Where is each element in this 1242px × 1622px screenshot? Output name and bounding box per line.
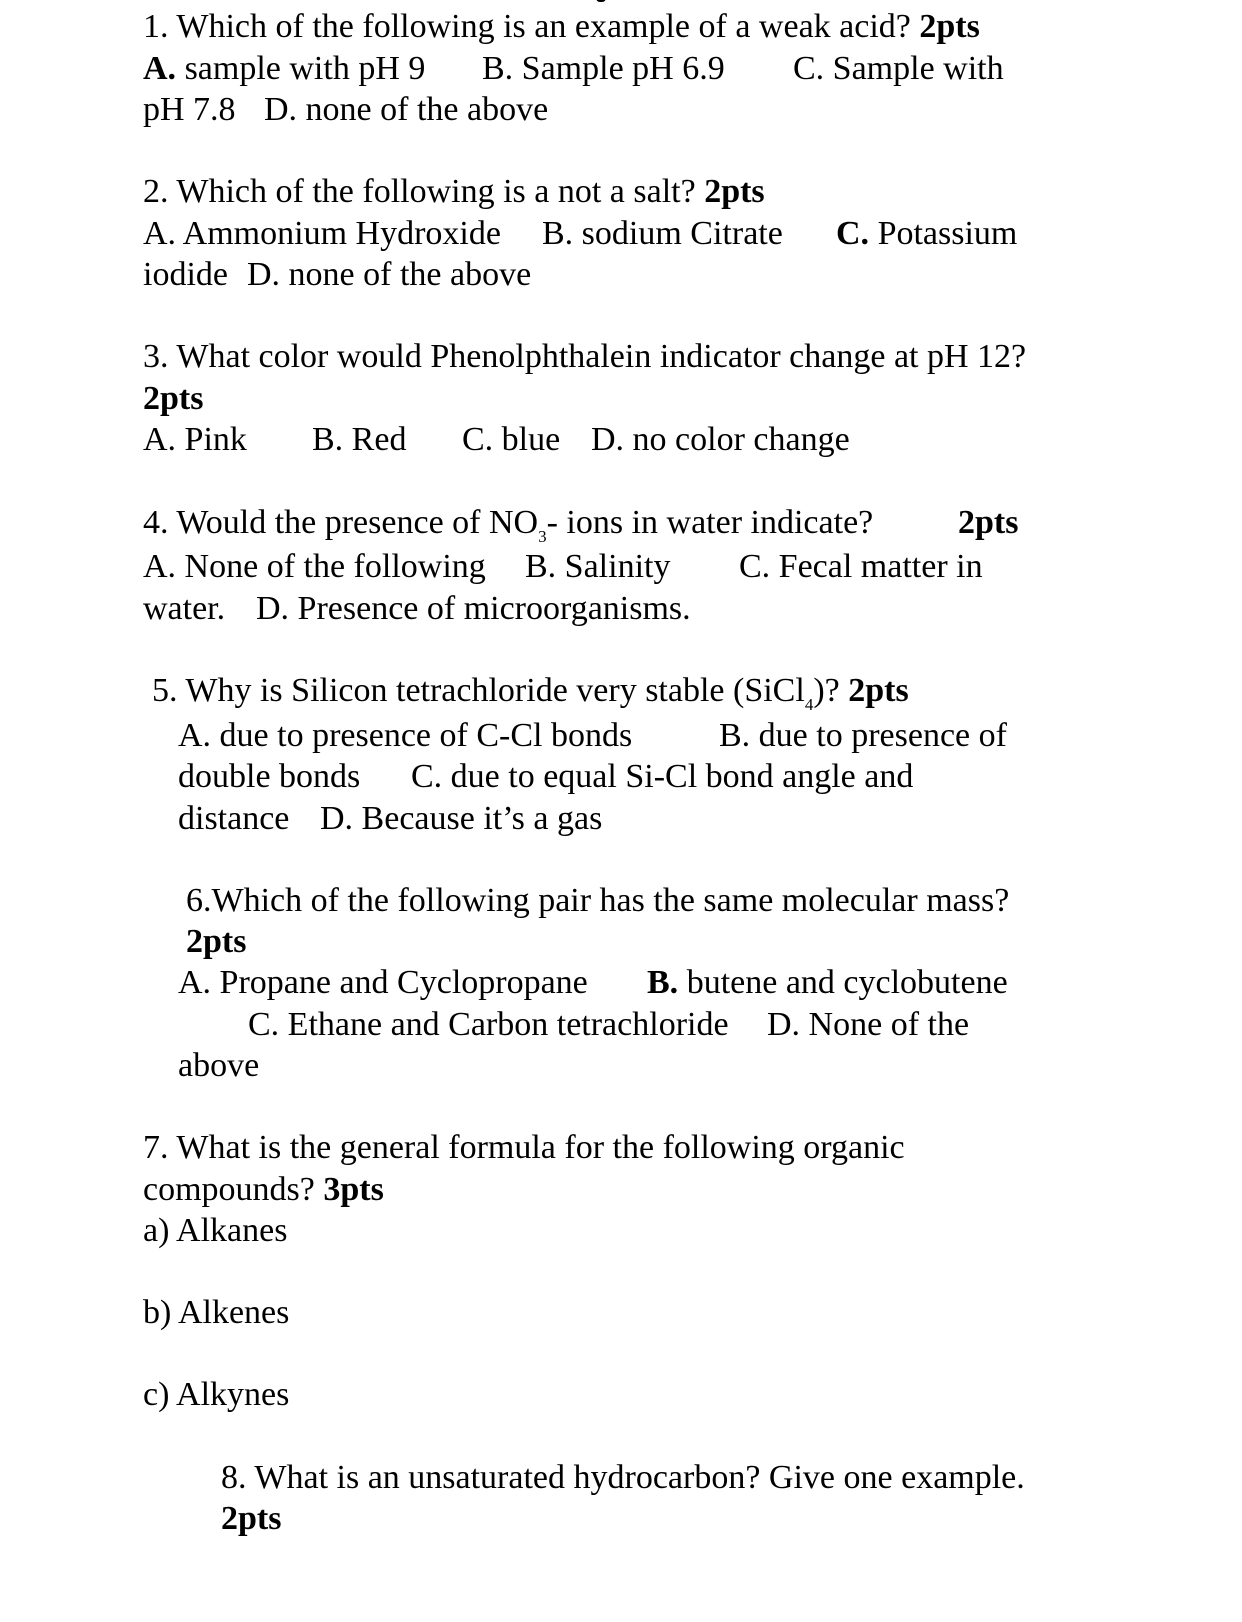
- prompt-text: compounds?: [143, 1171, 315, 1208]
- question-6-option-c: C. Ethane and Carbon tetrachloride: [248, 1006, 729, 1043]
- cropped-text-fragment: [596, 0, 606, 2]
- question-7-part-a: a) Alkanes: [143, 1212, 288, 1249]
- question-5-option-b-cont: double bonds: [178, 758, 361, 795]
- question-7-part-c: c) Alkynes: [143, 1376, 290, 1413]
- option-label: A.: [143, 50, 177, 87]
- question-5-prompt: [152, 670, 909, 712]
- prompt-text: - ions in water indicate?: [546, 504, 874, 541]
- question-2-prompt: 2. Which of the following is a not a salt?: [143, 173, 696, 210]
- question-1-option-d: D. none of the above: [264, 91, 549, 128]
- subscript: 4: [804, 695, 814, 714]
- option-text: butene and cyclobutene: [686, 964, 1008, 1001]
- question-8-prompt: 8. What is an unsaturated hydrocarbon? Give one example.: [221, 1459, 1025, 1496]
- question-4-points: 2pts: [958, 504, 1019, 541]
- question-3-option-d: D. no color change: [591, 421, 850, 458]
- question-4-option-d: D. Presence of microorganisms.: [256, 590, 691, 627]
- question-7-part-b: b) Alkenes: [143, 1294, 290, 1331]
- question-2-option-c: [836, 213, 1017, 255]
- option-label: B.: [647, 964, 679, 1001]
- question-8-points: 2pts: [221, 1500, 282, 1537]
- question-3-points: 2pts: [143, 380, 204, 417]
- question-4-option-c: C. Fecal matter in: [739, 548, 983, 585]
- question-5-option-c: C. due to equal Si-Cl bond angle and: [411, 758, 914, 795]
- prompt-text: 5. Why is Silicon tetrachloride very stable (SiCl: [152, 672, 805, 709]
- option-label: C.: [836, 215, 870, 252]
- question-6-option-d-cont: above: [178, 1047, 260, 1084]
- question-1-option-c: C. Sample with: [793, 50, 1004, 87]
- subscript: 3: [538, 527, 547, 546]
- question-6-prompt: 6.Which of the following pair has the same molecular mass?: [186, 882, 1010, 919]
- option-text: sample with pH 9: [184, 50, 426, 87]
- question-3-prompt: 3. What color would Phenolphthalein indicator change at pH 12?: [143, 338, 1027, 375]
- question-1-prompt-line: [143, 6, 980, 48]
- question-2-option-b: B. sodium Citrate: [542, 215, 783, 252]
- question-2-option-c-cont: iodide: [143, 256, 228, 293]
- question-7-prompt-cont: [143, 1169, 384, 1211]
- question-1-points: 2pts: [919, 8, 980, 45]
- question-2-option-a: A. Ammonium Hydroxide: [143, 215, 501, 252]
- question-6-option-b: [647, 962, 1008, 1004]
- question-1-option-c-cont: pH 7.8: [143, 91, 236, 128]
- question-6-points: 2pts: [186, 923, 247, 960]
- question-4-option-b: B. Salinity: [525, 548, 671, 585]
- question-3-option-b: B. Red: [312, 421, 407, 458]
- question-5-option-d: D. Because it’s a gas: [320, 800, 603, 837]
- question-5-option-b: B. due to presence of: [719, 717, 1007, 754]
- prompt-text: 4. Would the presence of NO: [143, 504, 539, 541]
- question-5-points: 2pts: [848, 672, 909, 709]
- prompt-text: )?: [813, 672, 840, 709]
- question-1-option-b: B. Sample pH 6.9: [482, 50, 725, 87]
- option-text: Potassium: [877, 215, 1018, 252]
- question-3-option-a: A. Pink: [143, 421, 247, 458]
- question-6-option-d: D. None of the: [767, 1006, 970, 1043]
- question-5-option-c-cont: distance: [178, 800, 290, 837]
- question-2-prompt-line: [143, 171, 765, 213]
- question-6-option-a: A. Propane and Cyclopropane: [178, 964, 588, 1001]
- question-2-points: 2pts: [704, 173, 765, 210]
- question-1-option-a: [143, 48, 425, 90]
- question-1-prompt: 1. Which of the following is an example of a weak acid?: [143, 8, 911, 45]
- question-3-option-c: C. blue: [462, 421, 561, 458]
- question-4-option-a: A. None of the following: [143, 548, 486, 585]
- question-4-prompt: [143, 502, 873, 544]
- question-7-prompt: 7. What is the general formula for the following organic: [143, 1129, 905, 1166]
- question-4-option-c-cont: water.: [143, 590, 226, 627]
- question-2-option-d: D. none of the above: [247, 256, 532, 293]
- question-7-points: 3pts: [323, 1171, 384, 1208]
- question-5-option-a: A. due to presence of C-Cl bonds: [178, 717, 633, 754]
